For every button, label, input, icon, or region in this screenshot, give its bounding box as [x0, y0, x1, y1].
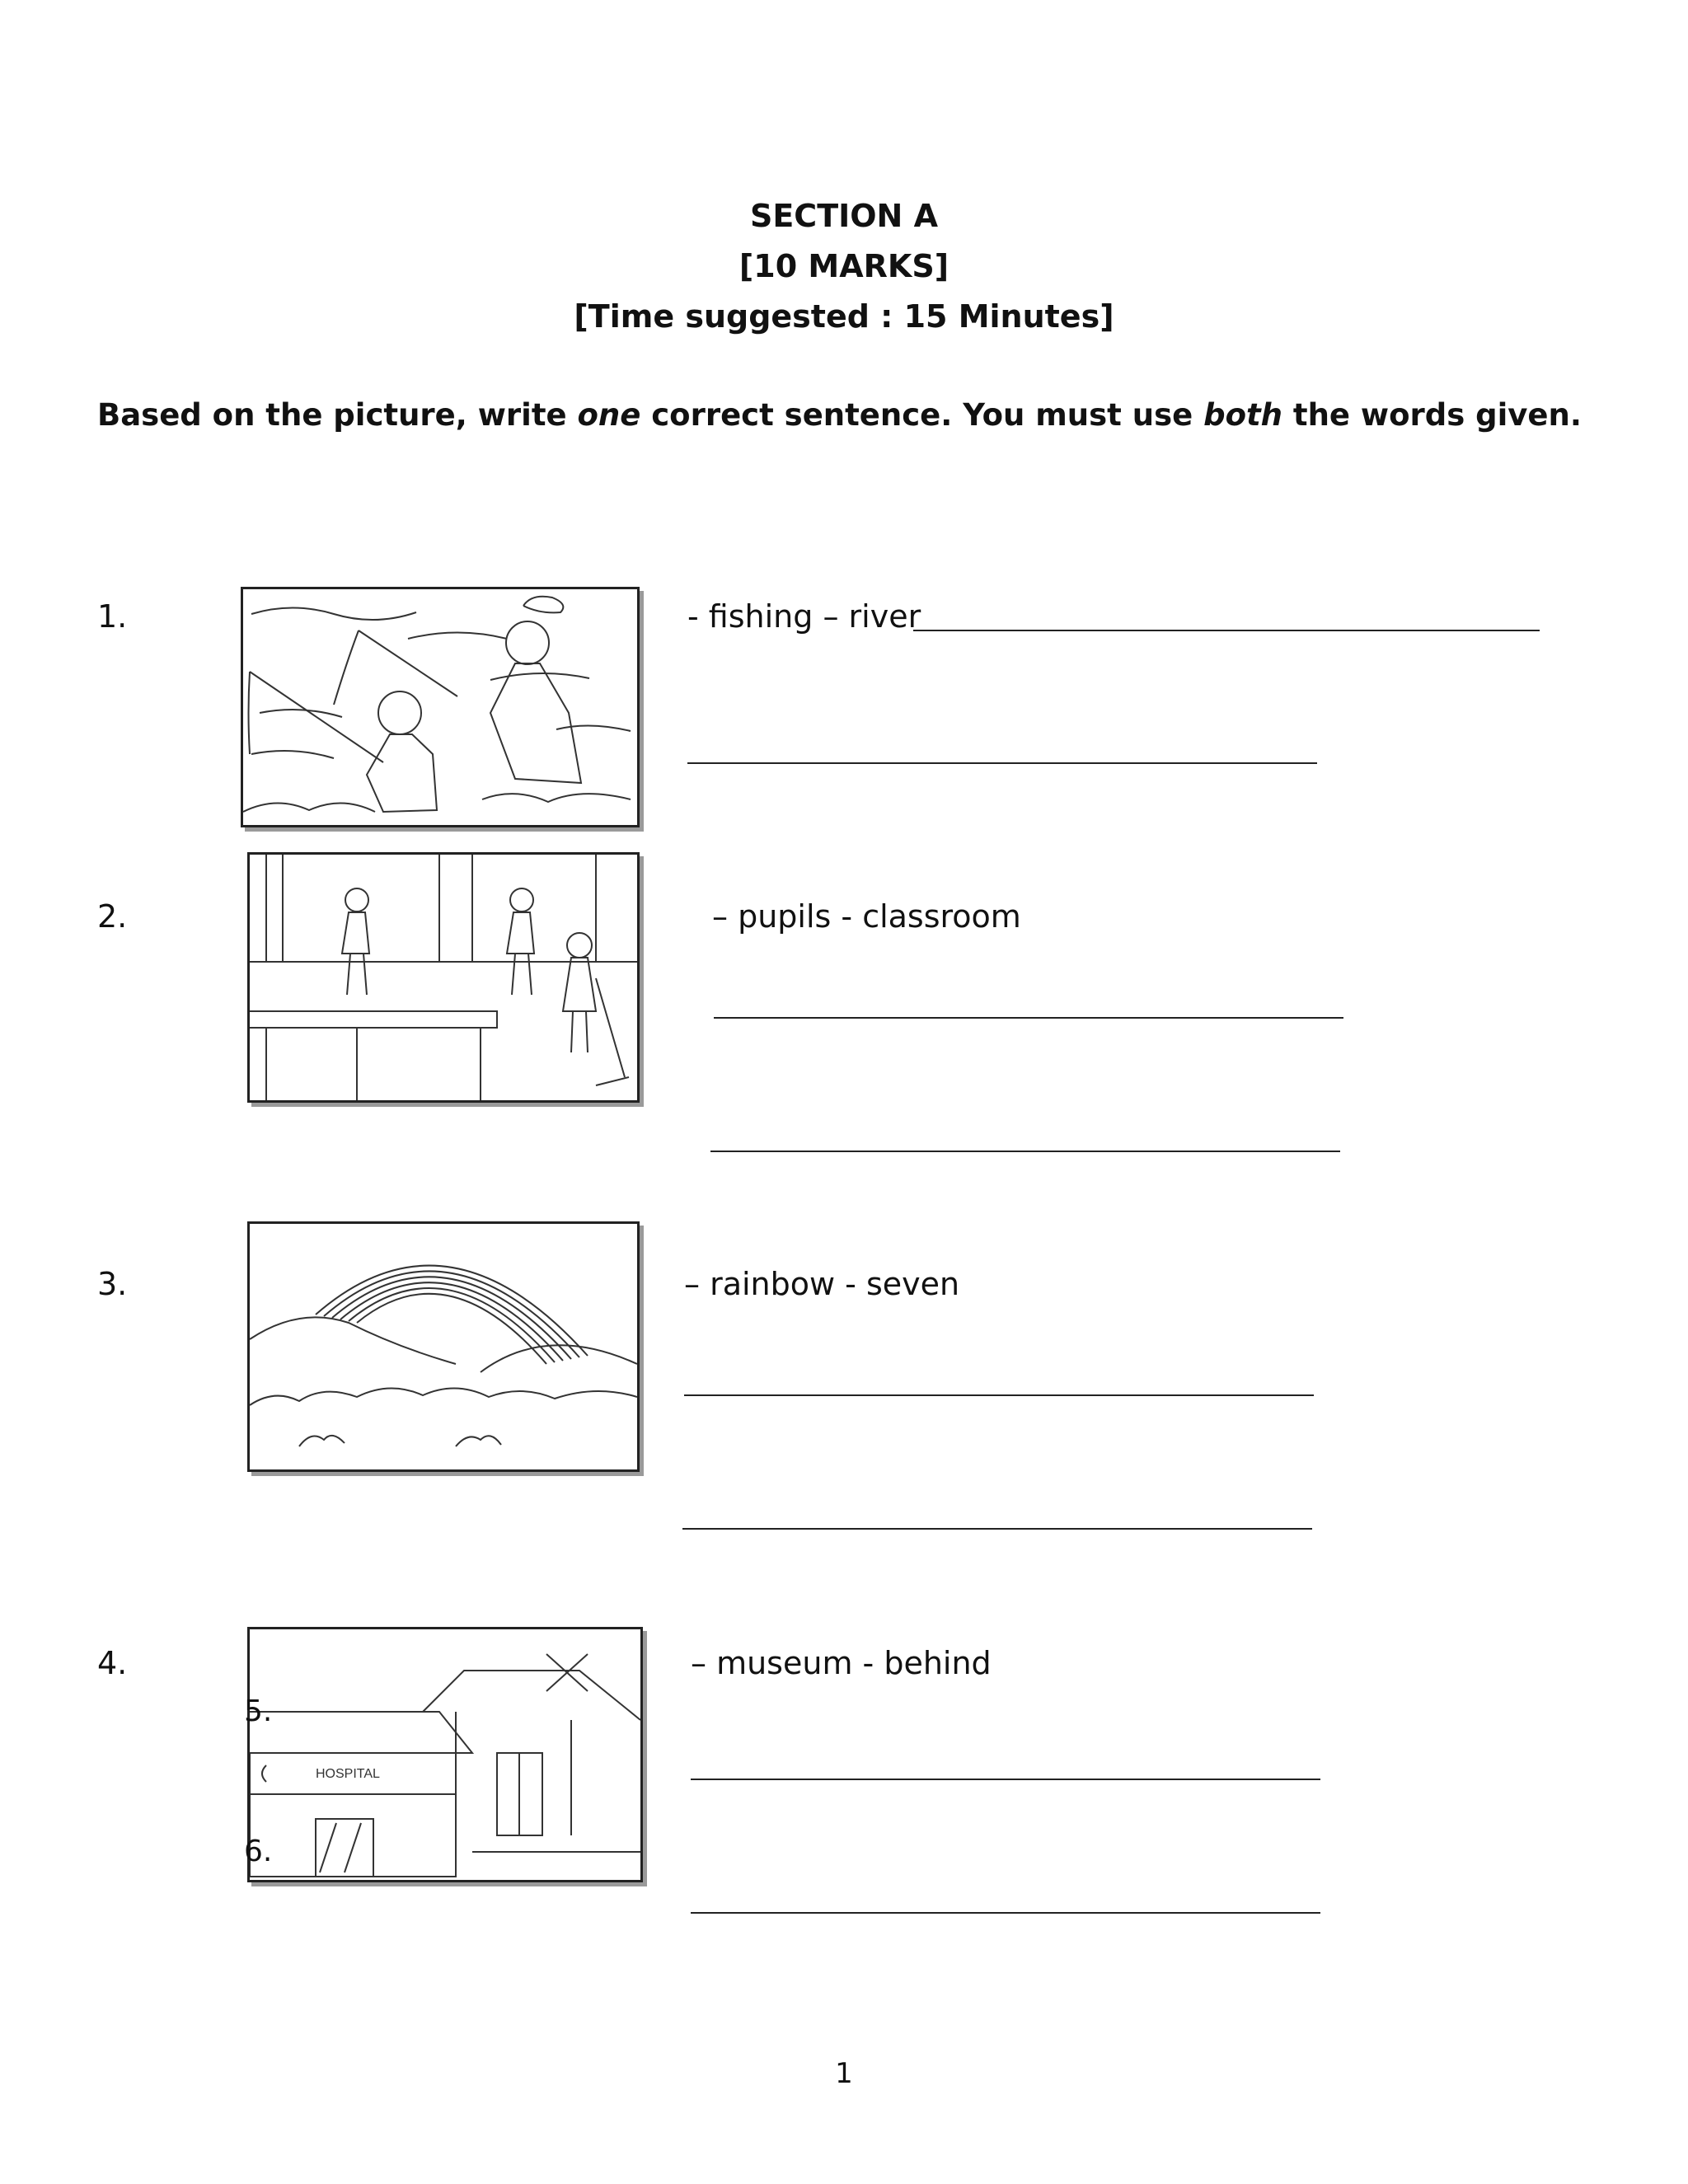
instruction-part-1: Based on the picture, write — [97, 397, 578, 433]
question-3-answer-line-2[interactable] — [682, 1528, 1312, 1530]
question-4-number: 4. — [97, 1645, 128, 1681]
hospital-museum-illustration — [250, 1629, 640, 1880]
question-4-answer-line-2[interactable] — [691, 1912, 1320, 1914]
classroom-illustration — [250, 855, 637, 1100]
question-1-number: 1. — [97, 598, 128, 635]
question-2-answer-line-1[interactable] — [714, 1017, 1343, 1019]
instruction-text — [97, 397, 1597, 433]
stray-number-6: 6. — [244, 1835, 273, 1868]
section-title: SECTION A — [749, 198, 939, 234]
question-2-number: 2. — [97, 898, 128, 935]
instruction-part-3: the words given. — [1282, 397, 1582, 433]
time-suggested: [Time suggested : 15 Minutes] — [574, 298, 1114, 335]
instruction-emphasis-one: one — [577, 397, 641, 433]
instruction-emphasis-both: both — [1203, 397, 1283, 433]
question-2-words: – pupils - classroom — [712, 898, 1021, 935]
question-3-words: – rainbow - seven — [684, 1266, 960, 1302]
instruction-part-2: correct sentence. You must use — [640, 397, 1204, 433]
question-1-answer-line-1[interactable] — [913, 630, 1540, 631]
question-1-picture — [241, 587, 640, 827]
question-1-words: - fishing – river — [687, 598, 921, 635]
rainbow-illustration — [250, 1224, 637, 1469]
question-2-picture — [247, 852, 640, 1103]
question-4-words: – museum - behind — [691, 1645, 992, 1681]
stray-number-5: 5. — [244, 1694, 273, 1728]
section-marks: [10 MARKS] — [738, 248, 950, 284]
question-3-number: 3. — [97, 1266, 128, 1302]
page-number: 1 — [835, 2057, 853, 2090]
question-3-picture — [247, 1221, 640, 1472]
fishing-illustration — [243, 589, 637, 825]
question-2-answer-line-2[interactable] — [710, 1151, 1340, 1152]
question-1-answer-line-2[interactable] — [687, 762, 1317, 764]
hospital-sign: HOSPITAL — [316, 1767, 380, 1781]
question-4-picture — [247, 1627, 643, 1882]
question-4-answer-line-1[interactable] — [691, 1779, 1320, 1780]
question-3-answer-line-1[interactable] — [684, 1394, 1314, 1396]
